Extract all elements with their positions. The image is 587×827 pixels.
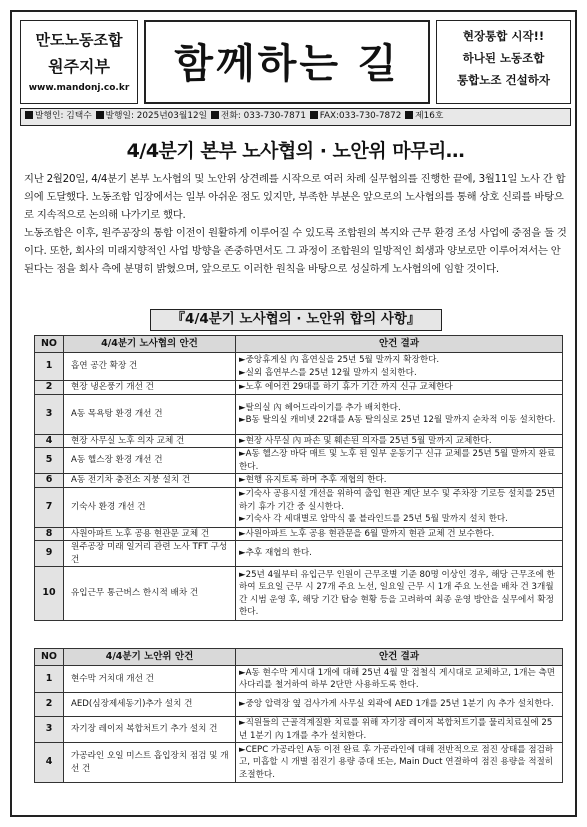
agenda-item: A동 목욕탕 환경 개선 건: [64, 394, 236, 434]
labor-table-body: [35, 353, 563, 621]
row-number: 3: [35, 717, 64, 743]
table-row: [35, 448, 563, 474]
article-paragraph-1: 지난 2월20일, 4/4분기 본부 노사협의 및 노안위 상견례를 시작으로 여러 차례 실무협의를 진행한 끝에, 3월11일 노사 간 합의에 도달했다. 노동조합 입장에서는 일부 아쉬운 점도 있지만, 부족한 부분은 앞으로의 노사협의를 통해 상호 신뢰를 바탕으로 지속적으로 논의해 나가기로 했다.: [24, 173, 566, 221]
agenda-result: ►A동 현수막 게시대 1개에 대해 25년 4월 말 접철식 게시대로 교체하고, 1개는 측면사다리를 철거하여 하부 2단만 사용하도록 한다.: [236, 666, 563, 693]
table-row: [35, 541, 563, 567]
agenda-result: ►CEPC 가공라인 A동 이전 완료 후 가공라인에 대해 전반적으로 점진 상태를 점검하고, 미흡할 시 개별 점진기 용량 증대 또는, Main Duct 연결하여 점진 용량을 적절히 조절한다.: [236, 743, 563, 783]
row-number: 2: [35, 693, 64, 717]
publish-date: 발행일: 2025년03월12일: [105, 111, 208, 121]
union-name: 만도노동조합: [35, 31, 123, 49]
square-bullet-icon: [310, 111, 318, 119]
table-row: [35, 743, 563, 783]
agenda-item: 현수막 거치대 개선 건: [64, 666, 236, 693]
row-number: 8: [35, 527, 64, 541]
table-row: [35, 381, 563, 395]
row-number: 2: [35, 381, 64, 395]
row-number: 1: [35, 666, 64, 693]
agenda-result: ►추후 재협의 한다.: [236, 541, 563, 567]
agenda-result: ►기숙사 공용시설 개선을 위하여 출입 현관 계단 보수 및 주차장 기로등 설치를 25년 하기 휴가 기간 중 실시한다. ►기숙사 각 세대별로 암막식 롤 블라인드를 25년 5월 말까지 설치 한다.: [236, 487, 563, 527]
agenda-result: ►A동 헬스장 바닥 매트 및 노후 된 일부 운동기구 신규 교체를 25년 5월 말까지 완료한다.: [236, 448, 563, 474]
table-row: [35, 527, 563, 541]
agenda-item: AED(심장제세동기)추가 설치 건: [64, 693, 236, 717]
row-number: 4: [35, 434, 64, 448]
website-link[interactable]: www.mandonj.co.kr: [28, 83, 130, 93]
phone-number: 전화: 033-730-7871: [220, 111, 306, 121]
agenda-result: ►중앙 압력장 옆 검사가게 사무실 외곽에 AED 1개를 25년 1분기 內 추가 설치한다.: [236, 693, 563, 717]
slogan-1: 현장통합 시작!!: [462, 29, 545, 43]
agenda-result: ►25년 4월부터 유입근무 인원이 근무조별 기준 80명 이상인 경우, 해당 근무조에 한하여 토요일 근무 시 27개 주요 노선, 일요일 근무 시 1개 주요 노선을 배차 건 3개월간 시범 운영 후, 해당 기간 탑승 현황 등을 고려하여 최종 운영 방안을 실무에서 확정한다.: [236, 567, 563, 621]
slogan-box: [436, 20, 571, 104]
agenda-item: 흡연 공간 확장 건: [64, 353, 236, 381]
agenda-item: 현장 냉온풍기 개선 건: [64, 381, 236, 395]
square-bullet-icon: [405, 111, 413, 119]
article-title: 4/4분기 본부 노사협의 · 노안위 마무리…: [126, 140, 465, 162]
agenda-result: ►노후 에어컨 29대를 하기 휴가 기간 까지 신규 교체한다: [236, 381, 563, 395]
row-number: 4: [35, 743, 64, 783]
agenda-result: ►중앙휴게실 內 흡연실을 25년 5월 말까지 확장한다. ►실외 흡연부스를 25년 12월 말까지 설치한다.: [236, 353, 563, 381]
square-bullet-icon: [25, 111, 33, 119]
labor-agreement-table: [34, 335, 563, 621]
row-number: 3: [35, 394, 64, 434]
safety-agreement-table: [34, 648, 563, 783]
agenda-item: 원주공장 미래 일거리 관련 노사 TFT 구성 건: [64, 541, 236, 567]
table-row: [35, 353, 563, 381]
table-row: [35, 567, 563, 621]
row-number: 1: [35, 353, 64, 381]
newsletter-page: [10, 10, 577, 817]
col-header-result: 안건 결과: [236, 336, 563, 353]
table-row: [35, 394, 563, 434]
row-number: 5: [35, 448, 64, 474]
col-header-result: 안건 결과: [236, 649, 563, 666]
slogan-2: 하나된 노동조합: [462, 51, 545, 65]
row-number: 9: [35, 541, 64, 567]
row-number: 10: [35, 567, 64, 621]
agenda-item: 사원아파트 노후 공용 현관문 교체 건: [64, 527, 236, 541]
agenda-result: ►사원아파트 노후 공용 현관문을 6월 말까지 현관 교체 건 보수한다.: [236, 527, 563, 541]
publisher: 발행인: 김택수: [35, 111, 92, 121]
agenda-result: ►현장 사무실 內 파손 및 훼손된 의자를 25년 5월 말까지 교체한다.: [236, 434, 563, 448]
table-row: [35, 487, 563, 527]
col-header-item: 4/4분기 노안위 안건: [64, 649, 236, 666]
table-row: [35, 474, 563, 488]
newspaper-title: 함께하는 길: [174, 41, 400, 87]
agenda-item: 기숙사 환경 개선 건: [64, 487, 236, 527]
newspaper-title-box: [144, 20, 430, 104]
table-row: [35, 693, 563, 717]
slogan-3: 통합노조 건설하자: [457, 73, 550, 87]
agreement-subtitle: 『4/4분기 노사협의 · 노안위 합의 사항』: [150, 309, 442, 331]
agenda-item: A동 전기차 충전소 지붕 설치 건: [64, 474, 236, 488]
table-row: [35, 666, 563, 693]
issue-number: 제16호: [415, 111, 444, 121]
col-header-no: NO: [35, 336, 64, 353]
square-bullet-icon: [96, 111, 104, 119]
agenda-result: ►탈의실 內 헤어드라이기를 추가 배치한다. ►B동 탈의실 캐비넷 22대를 A동 탈의실로 25년 12월 말까지 순차적 이동 설치한다.: [236, 394, 563, 434]
table-row: [35, 434, 563, 448]
square-bullet-icon: [211, 111, 219, 119]
col-header-item: 4/4분기 노사협의 안건: [64, 336, 236, 353]
col-header-no: NO: [35, 649, 64, 666]
agenda-item: 현장 사무실 노후 의자 교체 건: [64, 434, 236, 448]
agenda-result: ►직원들의 근골격계질환 치료를 위해 자기장 레이저 복합처트기를 물리치료실에 25년 1분기 內 1개를 추가 설치한다.: [236, 717, 563, 743]
row-number: 6: [35, 474, 64, 488]
branch-name: 원주지부: [48, 57, 110, 76]
fax-number: FAX:033-730-7872: [319, 111, 402, 121]
masthead: [20, 20, 571, 104]
publication-info-bar: [20, 108, 571, 126]
union-logo-box: [20, 20, 138, 104]
table-row: [35, 717, 563, 743]
row-number: 7: [35, 487, 64, 527]
safety-table-body: [35, 666, 563, 783]
agenda-item: 가공라인 오일 미스트 흡입장치 점검 및 개선 건: [64, 743, 236, 783]
agenda-item: 자기장 레이저 복합처트기 추가 설치 건: [64, 717, 236, 743]
agenda-item: 유입근무 통근버스 한시적 배차 건: [64, 567, 236, 621]
agenda-item: A동 헬스장 환경 개선 건: [64, 448, 236, 474]
agenda-result: ►현행 유지토록 하며 추후 재협의 한다.: [236, 474, 563, 488]
article-paragraph-2: 노동조합은 이후, 원주공장의 통합 이전이 원활하게 이루어질 수 있도록 조합원의 복지와 근무 환경 조성 사업에 중점을 둘 것이다. 또한, 회사의 미래지향적인 사업 방향을 존중하면서도 그 과정이 조합원의 일방적인 희생과 양보로만 이루어져서는 안 된다는 점을 회사 측에 분명히 밝혔으며, 앞으로도 이러한 원칙을 바탕으로 성실하게 노사협의에 임할 것이다.: [24, 227, 567, 275]
